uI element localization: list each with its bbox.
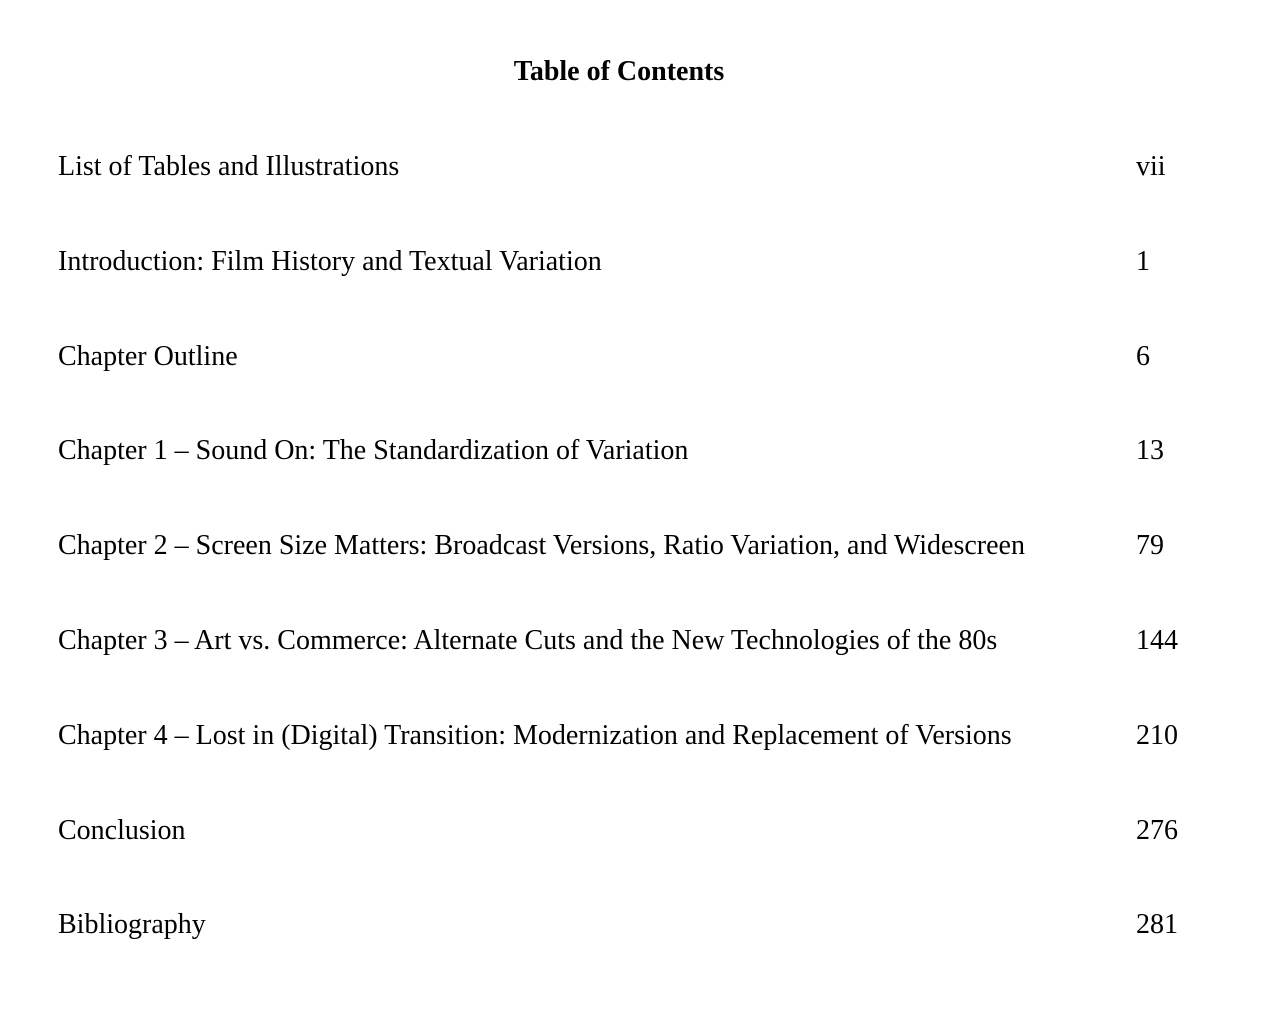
toc-entry-page-number: 276 bbox=[1136, 814, 1178, 846]
toc-entry-page-number: 1 bbox=[1136, 245, 1150, 277]
toc-entry-page-number: 144 bbox=[1136, 624, 1178, 656]
toc-entry-label: Chapter 4 – Lost in (Digital) Transition: Modernization and Replacement of Versions bbox=[58, 719, 1012, 751]
toc-entry-page-number: vii bbox=[1136, 151, 1166, 182]
toc-entry-page-number: 6 bbox=[1136, 340, 1150, 372]
toc-entry-label: List of Tables and Illustrations bbox=[58, 151, 400, 182]
toc-entry-label: Chapter 1 – Sound On: The Standardization of Variation bbox=[58, 435, 689, 467]
toc-entry-chapter-1 bbox=[58, 433, 1238, 528]
toc-entry-chapter-4 bbox=[58, 718, 1238, 813]
toc-entry-introduction bbox=[58, 244, 1238, 339]
toc-entry-chapter-2 bbox=[58, 528, 1238, 623]
toc-entry-conclusion bbox=[58, 813, 1238, 908]
page-title: Table of Contents bbox=[513, 56, 725, 87]
toc-entry-label: Introduction: Film History and Textual Variation bbox=[58, 245, 602, 277]
toc-entry-chapter-3 bbox=[58, 623, 1238, 718]
toc-entry-bibliography bbox=[58, 907, 1238, 1002]
toc-entry-label: Conclusion bbox=[58, 814, 186, 846]
toc-entry-page-number: 210 bbox=[1136, 719, 1178, 751]
toc-entry-label: Chapter Outline bbox=[58, 340, 238, 372]
toc-entry-page-number: 281 bbox=[1136, 909, 1178, 941]
toc-entry-list-of-tables bbox=[58, 149, 1238, 244]
toc-entry-chapter-outline bbox=[58, 339, 1238, 434]
toc-entry-label: Chapter 2 – Screen Size Matters: Broadcast Versions, Ratio Variation, and Widescreen bbox=[58, 530, 1025, 562]
toc-entry-label: Chapter 3 – Art vs. Commerce: Alternate Cuts and the New Technologies of the 80s bbox=[58, 624, 998, 656]
toc-entry-page-number: 13 bbox=[1136, 435, 1164, 467]
toc-list bbox=[58, 149, 1238, 1002]
toc-entry-page-number: 79 bbox=[1136, 530, 1164, 562]
toc-entry-label: Bibliography bbox=[58, 909, 206, 941]
